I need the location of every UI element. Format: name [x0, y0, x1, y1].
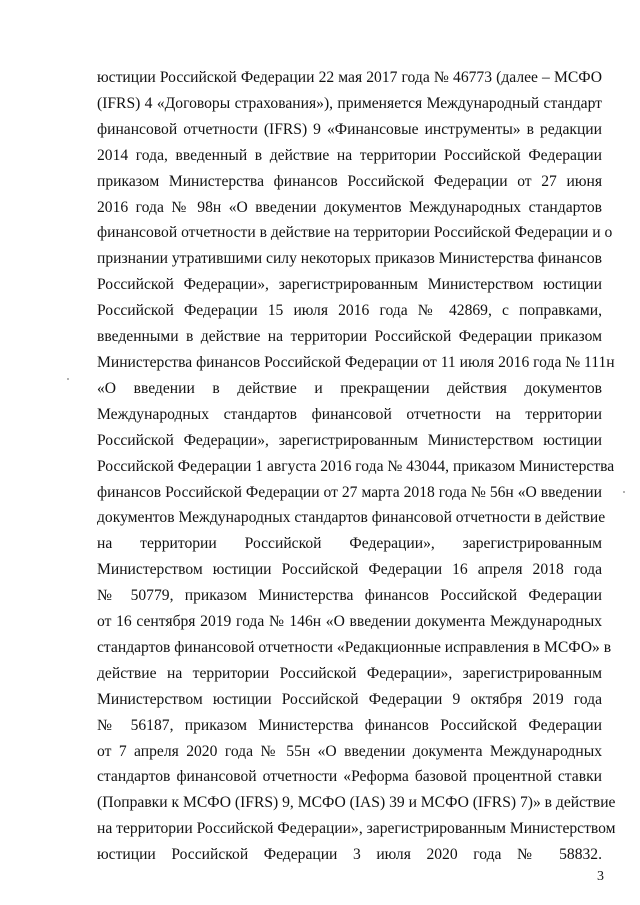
text-line: Международных стандартов финансовой отчетности на территории	[97, 405, 602, 423]
text-line: 2014 года, введенный в действие на территории Российской Федерации	[97, 146, 602, 164]
text-line: 2016 года № 98н «О введении документов Международных стандартов	[97, 198, 602, 216]
scan-speck	[623, 491, 625, 493]
text-line: (IFRS) 4 «Договоры страхования»), применяется Международный стандарт	[97, 94, 602, 112]
text-line: Российской Федерации 15 июля 2016 года № 42869, с поправками,	[97, 302, 602, 320]
text-line: стандартов финансовой отчетности «Редакционные исправления в МСФО» в	[97, 638, 612, 656]
text-line: Российской Федерации», зарегистрированным Министерством юстиции	[97, 276, 602, 294]
text-line: признании утратившими силу некоторых приказов Министерства финансов	[97, 250, 602, 268]
body-text	[97, 65, 616, 868]
page-number: 3	[597, 869, 604, 884]
text-line: действие на территории Российской Федерации», зарегистрированным	[97, 664, 602, 682]
text-line: № 50779, приказом Министерства финансов Российской Федерации	[97, 587, 602, 605]
text-line: финансовой отчетности (IFRS) 9 «Финансовые инструменты» в редакции	[97, 120, 602, 138]
text-line: на территории Российской Федерации», зарегистрированным	[97, 535, 602, 553]
scan-speck	[67, 378, 69, 380]
text-line: № 56187, приказом Министерства финансов Российской Федерации	[97, 716, 602, 734]
text-line: от 7 апреля 2020 года № 55н «О введении документа Международных	[97, 742, 602, 760]
text-line: от 16 сентября 2019 года № 146н «О введении документа Международных	[97, 613, 602, 631]
text-line: финансов Российской Федерации от 27 марта 2018 года № 56н «О введении	[97, 483, 602, 501]
text-line: финансовой отчетности в действие на территории Российской Федерации и о	[97, 224, 613, 242]
text-line: введенными в действие на территории Российской Федерации приказом	[97, 328, 602, 346]
text-line: Российской Федерации», зарегистрированным Министерством юстиции	[97, 431, 602, 449]
text-line: стандартов финансовой отчетности «Реформа базовой процентной ставки	[97, 768, 602, 786]
text-line: (Поправки к МСФО (IFRS) 9, МСФО (IAS) 39 и МСФО (IFRS) 7)» в действие	[97, 794, 616, 812]
text-line: документов Международных стандартов финансовой отчетности в действие	[97, 509, 606, 527]
text-line: «О введении в действие и прекращении действия документов	[97, 379, 602, 397]
text-line: Российской Федерации 1 августа 2016 года № 43044, приказом Министерства	[97, 457, 615, 475]
text-line: Министерством юстиции Российской Федерации 16 апреля 2018 года	[97, 561, 602, 579]
text-line: юстиции Российской Федерации 22 мая 2017 года № 46773 (далее – МСФО	[97, 69, 602, 86]
text-line: Министерства финансов Российской Федерации от 11 июля 2016 года № 111н	[97, 353, 615, 371]
text-line: на территории Российской Федерации», зарегистрированным Министерством	[97, 820, 616, 838]
text-line: Министерством юстиции Российской Федерации 9 октября 2019 года	[97, 690, 602, 708]
text-line: приказом Министерства финансов Российской Федерации от 27 июня	[97, 172, 602, 190]
text-line: юстиции Российской Федерации 3 июля 2020 года № 58832.	[97, 846, 602, 864]
